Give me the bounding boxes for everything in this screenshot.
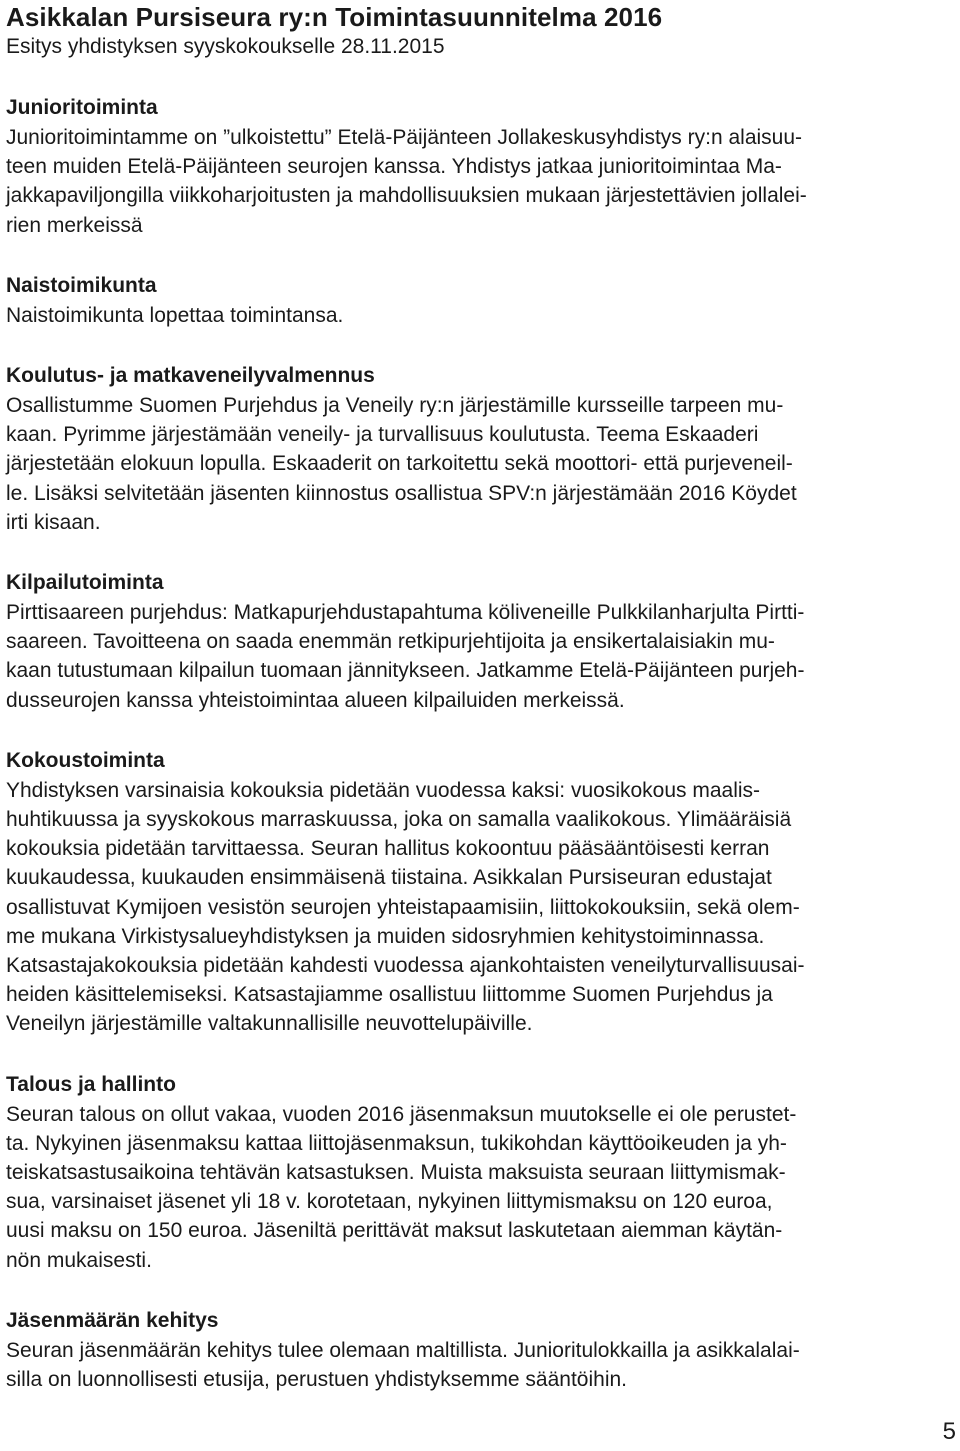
section-heading: Kilpailutoiminta — [6, 571, 164, 595]
section-body: Naistoimikunta lopettaa toimintansa. — [6, 303, 344, 327]
section-body: Junioritoimintamme on ”ulkoistettu” Etelä-Päijänteen Jollakeskusyhdistys ry:n alaisuu- teen muiden Etelä-Päijänteen seurojen kanssa. Yhdistys jatkaa junioritoimintaa Ma- jakkapaviljongilla viikkoharjoitusten ja mahdollisuuksien mukaan järjestettävien jollalei- rien merkeissä — [6, 126, 807, 237]
section-heading: Naistoimikunta — [6, 273, 157, 297]
section-junioritoiminta — [6, 93, 950, 240]
section-body: Seuran talous on ollut vakaa, vuoden 2016 jäsenmaksun muutokselle ei ole perustet- ta. Nykyinen jäsenmaksu kattaa liittojäsenmaksun, tukikohdan käyttöoikeuden ja yh- teiskatsastusaikoina tehtävän katsastuksen. Muista maksuista seuraan liittymismak- sua, varsinaiset jäsenet yli 18 v. korotetaan, nykyinen liittymismaksu on 120 euroa, uusi maksu on 150 euroa. Jäseniltä perittävät maksut laskutetaan aiemman käytän- nön mukaisesti. — [6, 1102, 797, 1272]
document-page — [6, 0, 950, 1394]
document-subtitle: Esitys yhdistyksen syyskokoukselle 28.11.2015 — [6, 35, 445, 58]
section-heading: Kokoustoiminta — [6, 748, 165, 772]
section-kokoustoiminta — [6, 746, 950, 1039]
section-body: Seuran jäsenmäärän kehitys tulee olemaan maltillista. Junioritulokkailla ja asikkalalai- silla on luonnollisesti etusija, perustuen yhdistyksemme sääntöihin. — [6, 1338, 800, 1392]
section-body: Pirttisaareen purjehdus: Matkapurjehdustapahtuma köliveneille Pulkkilanharjulta Pirtti- saareen. Tavoitteena on saada enemmän retkipurjehtijoita ja ensikertalaisiakin mu- kaan tutustumaan kilpailun tuomaan jännitykseen. Jatkamme Etelä-Päijänteen purjeh- dusseurojen kanssa yhteistoimintaa alueen kilpailuiden merkeissä. — [6, 601, 805, 712]
section-body: Yhdistyksen varsinaisia kokouksia pidetään vuodessa kaksi: vuosikokous maalis- huhtikuussa ja syyskokous marraskuussa, joka on samalla vaalikokous. Ylimääräisiä kokouksia pidetään tarvittaessa. Seuran hallitus kokoontuu pääsääntöisesti kerran kuukaudessa, kuukauden ensimmäisenä tiistaina. Asikkalan Pursiseuran edustajat osallistuvat Kymijoen vesistön seurojen yhteistapaamisiin, liittokokouksiin, sekä olem- me mukana Virkistysalueyhdistyksen ja muiden sidosryhmien kehitystoiminnassa. Katsastajakokouksia pidetään kahdesti vuodessa ajankohtaisten veneilyturvallisuusai- heiden käsittelemiseksi. Katsastajiamme osallistuu liittomme Suomen Purjehdus ja Veneilyn järjestämille valtakunnallisille neuvottelupäiville. — [6, 778, 805, 1036]
section-heading: Talous ja hallinto — [6, 1072, 176, 1096]
section-jasenmaaran-kehitys — [6, 1306, 950, 1394]
section-koulutus — [6, 361, 950, 537]
section-heading: Junioritoiminta — [6, 96, 158, 119]
section-kilpailutoiminta — [6, 568, 950, 715]
section-talous-ja-hallinto — [6, 1070, 950, 1275]
section-heading: Koulutus- ja matkaveneilyvalmennus — [6, 364, 375, 388]
section-naistoimikunta — [6, 271, 950, 330]
section-heading: Jäsenmäärän kehitys — [6, 1308, 219, 1332]
page-number: 5 — [942, 1418, 956, 1445]
document-title: Asikkalan Pursiseura ry:n Toimintasuunnitelma 2016 — [6, 2, 663, 32]
section-body: Osallistumme Suomen Purjehdus ja Veneily ry:n järjestämille kursseille tarpeen mu- kaan. Pyrimme järjestämään veneily- ja turvallisuus koulutusta. Teema Eskaaderi järjestetään elokuun lopulla. Eskaaderit on tarkoitettu sekä moottori- että purjeveneil- le. Lisäksi selvitetään jäsenten kiinnostus osallistua SPV:n järjestämään 2016 Köydet irti kisaan. — [6, 394, 797, 534]
